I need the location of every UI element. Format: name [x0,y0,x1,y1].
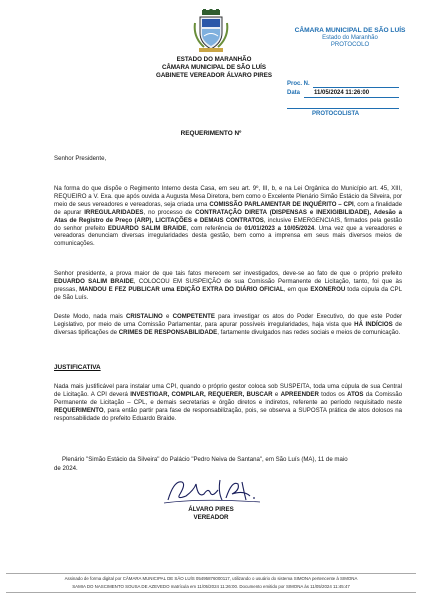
handwritten-signature [160,476,270,506]
digital-signature-footer [6,573,416,593]
document-title: REQUERIMENTO Nº [180,130,242,137]
footer-line-2: SAMIA DO NASCIMENTO SOUSA DE AZEVEDO matrícula em 11/05/2024 11:26:00. Documento emitido por SIMONA às 11/05/2024 11:45:47 [72,584,350,589]
paragraph-evidence: Senhor presidente, a prova maior de que tais fatos merecem ser investigados, deve-se ao fato de que o próprio prefeito EDUARDO SALIM BRAIDE, COLOCOU EM SUSPEIÇÃO de sua Comissão Permanente de Licitação, tanto, foi que às pressas, MANDOU E FEZ PUBLICAR uma EDIÇÃO EXTRA DO DIÁRIO OFICIAL, em que EXONEROU toda cúpula da CPL de São Luís. [54,270,402,301]
municipal-coat-of-arms-icon [192,9,230,53]
protocolista-line [287,108,399,109]
header-state: ESTADO DO MARANHÃO [176,56,252,63]
data-label: Data [287,90,301,96]
header-office: GABINETE VEREADOR ÁLVARO PIRES [156,72,272,79]
proc-line [313,87,399,88]
proc-label: Proc. N. [287,81,310,87]
stamp-state: Estado do Maranhão [322,35,378,41]
justification-heading: JUSTIFICATIVA [54,364,101,371]
closing-year: de 2024. [54,465,78,472]
signer-role: VEREADOR [193,514,229,521]
closing-place-date: Plenário "Simão Estácio da Silveira" do Palácio "Pedro Neiva de Santana", em São Luís (MA), 11 de maio [62,456,348,463]
header-chamber: CÂMARA MUNICIPAL DE SÃO LUÍS [161,64,267,71]
paragraph-competence: Deste Modo, nada mais CRISTALINO e COMPETENTE para investigar os atos do Poder Executivo, do que este Poder Legislativo, por meio de uma Comissão Parlamentar, para apurar possíveis irregularidades, haja vista que HÁ INDÍCIOS de diversas tipificações de CRIMES DE RESPONSABILIDADE, fartamente divulgados nas redes sociais e meios de comunicação. [54,313,403,336]
stamp-protocolo: PROTOCOLO [330,42,370,48]
footer-line-1: Assinado de forma digital por CÂMARA MUNICIPAL DE SÃO LUÍS 05495876000117, utilizando o usuário do sistema SIMONA pertencente à SIMONA [64,576,358,581]
stamp-chamber-title: CÂMARA MUNICIPAL DE SÃO LUÍS [294,27,406,34]
protocolista-label: PROTOCOLISTA [312,111,360,117]
paragraph-justification: Nada mais justificável para instalar uma CPI, quando o próprio gestor coloca sob SUSPEITA, toda uma cúpula de sua Central de Licitação. A CPI deverá INVESTIGAR, COMPILAR, REQUERER, BUSCAR e APREENDER todos os ATOS da Comissão Permanente de Licitação – CPL, e demais secretarias e órgão diretos e indiretos, referente ao período requisitado neste REQUERIMENTO, para então partir para fase de responsabilização, pois, se observa a SUPOSTA prática de atos dolosos na responsabilidade do prefeito Eduardo Braide. [54,383,402,422]
protocol-date: 11/05/2024 11:26:00 [314,90,370,96]
date-line [304,97,399,98]
paragraph-request: Na forma do que dispõe o Regimento Interno desta Casa, em seu art. 9º, III, b, e na Lei Orgânica do Município art. 45, XIII, REQUEIRO a V. Exa. que após ouvida a Augusta Mesa Diretora, bem como o Excelente Plenário Simão Estácio da Silveira, por meio de seus vereadores e vereadoras, seja criada uma COMISSÃO PARLAMENTAR DE INQUÉRITO – CPI, com a finalidade de apurar IRREGULARIDADES, no processo de CONTRATAÇÃO DIRETA (DISPENSAS e INEXIGIBILIDADE), Adesão a Atas de Registro de Preço (ARP), LICITAÇÕES e DEMAIS CONTRATOS, inclusive EMERGENCIAIS, firmados pela gestão do senhor prefeito EDUARDO SALIM BRAIDE, com referência de 01/01/2023 a 10/05/2024. Uma vez que a vereadores e vereadoras denunciam diversas irregularidades desta gestão, bem como a imprensa em seus mais diversos meios de comunicações. [54,185,403,248]
signer-name: ÁLVARO PIRES [188,506,234,513]
greeting: Senhor Presidente, [54,155,107,162]
